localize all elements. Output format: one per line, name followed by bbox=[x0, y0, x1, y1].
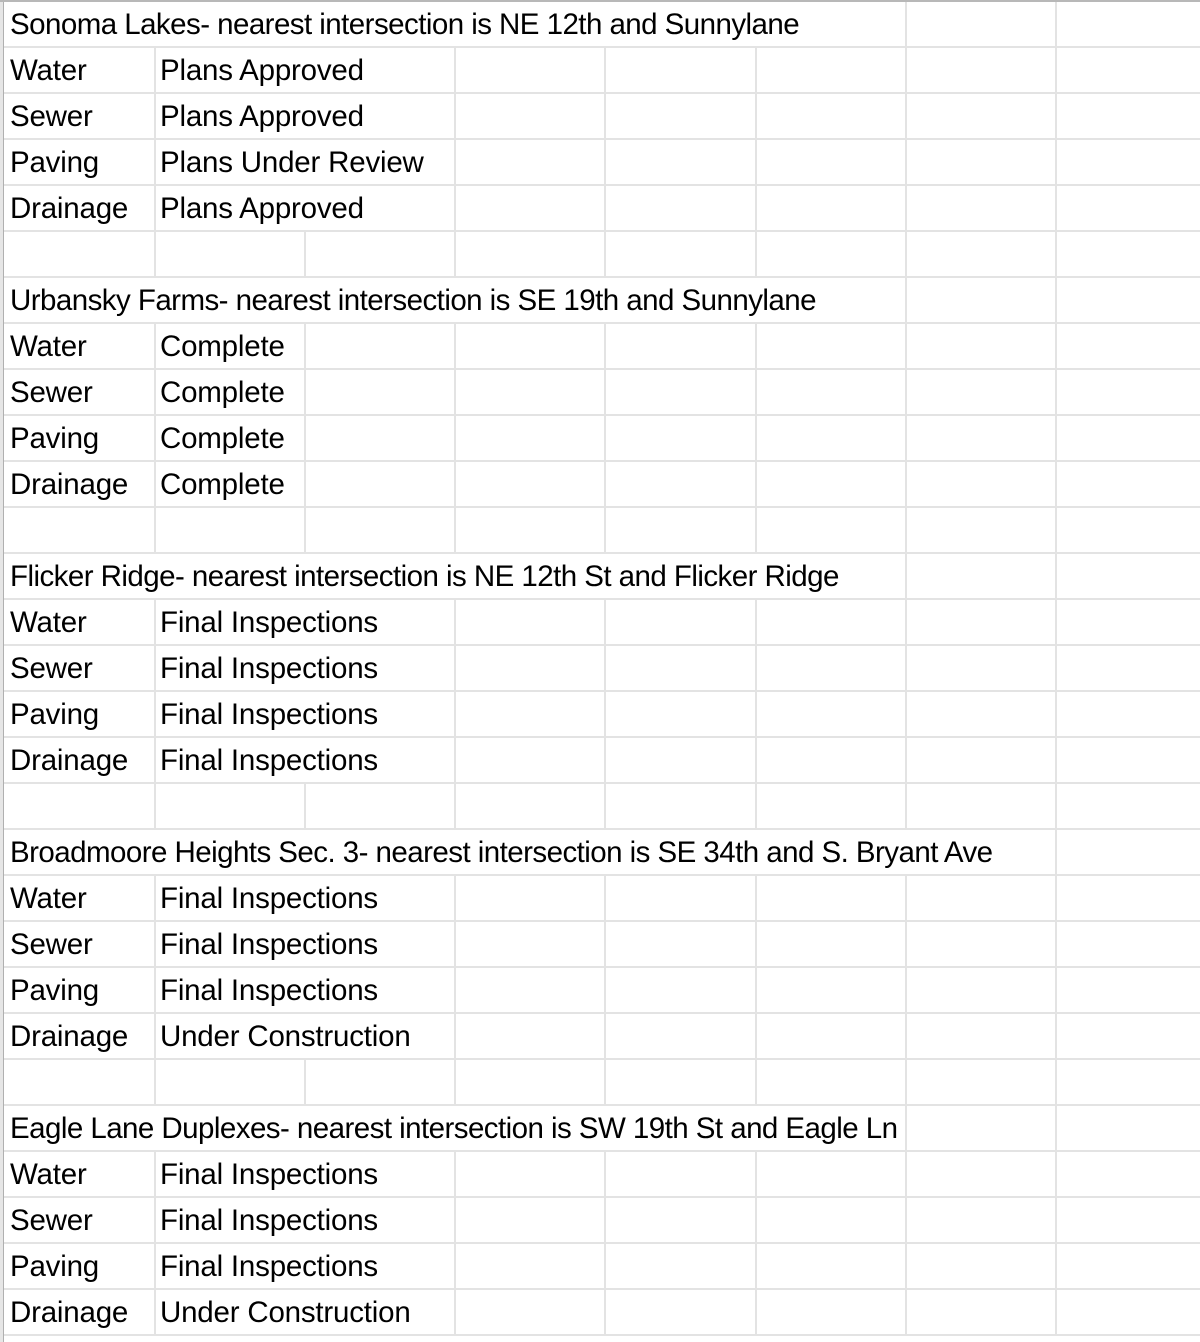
status-cell[interactable]: Final Inspections bbox=[160, 1152, 380, 1196]
column-gridline bbox=[604, 876, 606, 920]
column-gridline bbox=[454, 922, 456, 966]
utility-label-cell[interactable]: Water bbox=[10, 600, 89, 644]
utility-row bbox=[4, 416, 1200, 462]
column-gridline bbox=[1055, 738, 1057, 782]
column-gridline bbox=[1055, 600, 1057, 644]
column-gridline bbox=[1055, 1290, 1057, 1334]
column-gridline bbox=[454, 738, 456, 782]
column-gridline bbox=[1055, 784, 1057, 828]
column-gridline bbox=[604, 508, 606, 552]
status-cell[interactable]: Under Construction bbox=[160, 1014, 413, 1058]
status-cell[interactable]: Final Inspections bbox=[160, 922, 380, 966]
column-gridline bbox=[1055, 1244, 1057, 1288]
column-gridline bbox=[604, 968, 606, 1012]
utility-label-cell[interactable]: Drainage bbox=[10, 1014, 130, 1058]
column-gridline bbox=[905, 186, 907, 230]
column-gridline bbox=[454, 968, 456, 1012]
utility-row bbox=[4, 968, 1200, 1014]
empty-row bbox=[4, 784, 1200, 830]
column-gridline bbox=[755, 1014, 757, 1058]
column-gridline bbox=[905, 508, 907, 552]
column-gridline bbox=[454, 1244, 456, 1288]
column-gridline bbox=[905, 48, 907, 92]
status-cell[interactable]: Final Inspections bbox=[160, 692, 380, 736]
project-header-row bbox=[4, 2, 1200, 48]
column-gridline bbox=[755, 508, 757, 552]
column-gridline bbox=[154, 324, 156, 368]
column-gridline bbox=[154, 600, 156, 644]
column-gridline bbox=[454, 508, 456, 552]
status-cell[interactable]: Complete bbox=[160, 416, 287, 460]
column-gridline bbox=[755, 646, 757, 690]
utility-row bbox=[4, 186, 1200, 232]
column-gridline bbox=[154, 140, 156, 184]
column-gridline bbox=[755, 876, 757, 920]
column-gridline bbox=[755, 1290, 757, 1334]
utility-label-cell[interactable]: Sewer bbox=[10, 370, 95, 414]
column-gridline bbox=[905, 94, 907, 138]
column-gridline bbox=[755, 1244, 757, 1288]
column-gridline bbox=[604, 1152, 606, 1196]
empty-row bbox=[4, 1060, 1200, 1106]
column-gridline bbox=[604, 94, 606, 138]
column-gridline bbox=[454, 48, 456, 92]
column-gridline bbox=[1055, 48, 1057, 92]
utility-label-cell[interactable]: Paving bbox=[10, 968, 101, 1012]
utility-row bbox=[4, 324, 1200, 370]
status-cell[interactable]: Plans Approved bbox=[160, 94, 366, 138]
status-cell[interactable]: Plans Under Review bbox=[160, 140, 426, 184]
utility-label-cell[interactable]: Sewer bbox=[10, 646, 95, 690]
column-gridline bbox=[604, 48, 606, 92]
column-gridline bbox=[304, 1060, 306, 1104]
column-gridline bbox=[454, 784, 456, 828]
column-gridline bbox=[604, 370, 606, 414]
status-cell[interactable]: Final Inspections bbox=[160, 968, 380, 1012]
column-gridline bbox=[755, 48, 757, 92]
status-cell[interactable]: Final Inspections bbox=[160, 1198, 380, 1242]
column-gridline bbox=[454, 416, 456, 460]
column-gridline bbox=[604, 1290, 606, 1334]
utility-row bbox=[4, 462, 1200, 508]
column-gridline bbox=[154, 1152, 156, 1196]
column-gridline bbox=[1055, 140, 1057, 184]
column-gridline bbox=[905, 876, 907, 920]
column-gridline bbox=[304, 508, 306, 552]
column-gridline bbox=[1055, 416, 1057, 460]
column-gridline bbox=[154, 1198, 156, 1242]
column-gridline bbox=[755, 94, 757, 138]
column-gridline bbox=[755, 462, 757, 506]
column-gridline bbox=[454, 232, 456, 276]
column-gridline bbox=[1055, 278, 1057, 322]
column-gridline bbox=[304, 784, 306, 828]
column-gridline bbox=[1055, 830, 1057, 874]
column-gridline bbox=[905, 1244, 907, 1288]
status-cell[interactable]: Complete bbox=[160, 462, 287, 506]
utility-label-cell[interactable]: Drainage bbox=[10, 738, 130, 782]
utility-label-cell[interactable]: Paving bbox=[10, 140, 101, 184]
column-gridline bbox=[905, 646, 907, 690]
utility-label-cell[interactable]: Paving bbox=[10, 1244, 101, 1288]
status-cell[interactable]: Final Inspections bbox=[160, 1244, 380, 1288]
empty-row bbox=[4, 508, 1200, 554]
utility-row bbox=[4, 876, 1200, 922]
column-gridline bbox=[755, 784, 757, 828]
column-gridline bbox=[604, 1244, 606, 1288]
status-cell[interactable]: Final Inspections bbox=[160, 738, 380, 782]
column-gridline bbox=[154, 508, 156, 552]
status-cell[interactable]: Under Construction bbox=[160, 1290, 413, 1334]
column-gridline bbox=[154, 232, 156, 276]
column-gridline bbox=[454, 324, 456, 368]
column-gridline bbox=[454, 1014, 456, 1058]
utility-label-cell[interactable]: Water bbox=[10, 1152, 89, 1196]
column-gridline bbox=[1055, 370, 1057, 414]
column-gridline bbox=[604, 922, 606, 966]
column-gridline bbox=[755, 232, 757, 276]
column-gridline bbox=[1055, 646, 1057, 690]
column-gridline bbox=[154, 48, 156, 92]
column-gridline bbox=[154, 738, 156, 782]
column-gridline bbox=[304, 232, 306, 276]
column-gridline bbox=[905, 1198, 907, 1242]
column-gridline bbox=[755, 324, 757, 368]
project-header-row bbox=[4, 278, 1200, 324]
project-title-cell[interactable]: Eagle Lane Duplexes- nearest intersection is SW 19th St and Eagle Ln bbox=[10, 1106, 900, 1150]
column-gridline bbox=[454, 186, 456, 230]
column-gridline bbox=[154, 1244, 156, 1288]
column-gridline bbox=[454, 462, 456, 506]
column-gridline bbox=[905, 278, 907, 322]
column-gridline bbox=[454, 1060, 456, 1104]
utility-label-cell[interactable]: Water bbox=[10, 48, 89, 92]
column-gridline bbox=[604, 784, 606, 828]
column-gridline bbox=[1055, 462, 1057, 506]
column-gridline bbox=[905, 1152, 907, 1196]
utility-row bbox=[4, 922, 1200, 968]
column-gridline bbox=[905, 324, 907, 368]
column-gridline bbox=[454, 876, 456, 920]
column-gridline bbox=[154, 1290, 156, 1334]
column-gridline bbox=[604, 186, 606, 230]
column-gridline bbox=[604, 1198, 606, 1242]
column-gridline bbox=[905, 968, 907, 1012]
column-gridline bbox=[604, 324, 606, 368]
column-gridline bbox=[154, 416, 156, 460]
column-gridline bbox=[905, 1290, 907, 1334]
column-gridline bbox=[905, 692, 907, 736]
column-gridline bbox=[604, 462, 606, 506]
status-cell[interactable]: Plans Approved bbox=[160, 186, 366, 230]
column-gridline bbox=[604, 416, 606, 460]
column-gridline bbox=[304, 324, 306, 368]
column-gridline bbox=[1055, 922, 1057, 966]
column-gridline bbox=[905, 140, 907, 184]
project-header-row bbox=[4, 1106, 1200, 1152]
utility-label-cell[interactable]: Water bbox=[10, 324, 89, 368]
utility-row bbox=[4, 1152, 1200, 1198]
column-gridline bbox=[755, 692, 757, 736]
column-gridline bbox=[604, 140, 606, 184]
utility-label-cell[interactable]: Sewer bbox=[10, 922, 95, 966]
column-gridline bbox=[905, 600, 907, 644]
column-gridline bbox=[755, 1198, 757, 1242]
column-gridline bbox=[905, 462, 907, 506]
status-cell[interactable]: Final Inspections bbox=[160, 646, 380, 690]
column-gridline bbox=[154, 462, 156, 506]
column-gridline bbox=[154, 784, 156, 828]
utility-row bbox=[4, 370, 1200, 416]
project-title-cell[interactable]: Broadmoore Heights Sec. 3- nearest intersection is SE 34th and S. Bryant Ave bbox=[10, 830, 995, 874]
column-gridline bbox=[604, 692, 606, 736]
utility-label-cell[interactable]: Water bbox=[10, 876, 89, 920]
column-gridline bbox=[304, 462, 306, 506]
column-gridline bbox=[755, 416, 757, 460]
column-gridline bbox=[604, 646, 606, 690]
column-gridline bbox=[154, 370, 156, 414]
column-gridline bbox=[905, 784, 907, 828]
column-gridline bbox=[1055, 1060, 1057, 1104]
column-gridline bbox=[604, 1014, 606, 1058]
utility-row bbox=[4, 94, 1200, 140]
utility-label-cell[interactable]: Drainage bbox=[10, 462, 130, 506]
column-gridline bbox=[755, 738, 757, 782]
project-title-cell[interactable]: Flicker Ridge- nearest intersection is NE 12th St and Flicker Ridge bbox=[10, 554, 841, 598]
column-gridline bbox=[755, 186, 757, 230]
project-header-row bbox=[4, 830, 1200, 876]
column-gridline bbox=[905, 370, 907, 414]
column-gridline bbox=[905, 738, 907, 782]
utility-row bbox=[4, 692, 1200, 738]
column-gridline bbox=[755, 600, 757, 644]
column-gridline bbox=[755, 370, 757, 414]
utility-row bbox=[4, 738, 1200, 784]
utility-row bbox=[4, 600, 1200, 646]
column-gridline bbox=[1055, 554, 1057, 598]
utility-label-cell[interactable]: Sewer bbox=[10, 1198, 95, 1242]
column-gridline bbox=[1055, 324, 1057, 368]
column-gridline bbox=[1055, 1014, 1057, 1058]
utility-label-cell[interactable]: Sewer bbox=[10, 94, 95, 138]
column-gridline bbox=[755, 1152, 757, 1196]
column-gridline bbox=[454, 140, 456, 184]
column-gridline bbox=[905, 2, 907, 46]
status-cell[interactable]: Final Inspections bbox=[160, 600, 380, 644]
column-gridline bbox=[454, 1290, 456, 1334]
column-gridline bbox=[1055, 968, 1057, 1012]
status-cell[interactable]: Final Inspections bbox=[160, 876, 380, 920]
column-gridline bbox=[755, 140, 757, 184]
utility-row bbox=[4, 646, 1200, 692]
column-gridline bbox=[905, 416, 907, 460]
utility-row bbox=[4, 1198, 1200, 1244]
column-gridline bbox=[154, 94, 156, 138]
column-gridline bbox=[604, 1060, 606, 1104]
column-gridline bbox=[454, 600, 456, 644]
column-gridline bbox=[1055, 508, 1057, 552]
column-gridline bbox=[304, 370, 306, 414]
column-gridline bbox=[454, 1198, 456, 1242]
utility-label-cell[interactable]: Drainage bbox=[10, 1290, 130, 1334]
column-gridline bbox=[154, 1014, 156, 1058]
column-gridline bbox=[154, 646, 156, 690]
status-cell[interactable]: Complete bbox=[160, 324, 287, 368]
column-gridline bbox=[454, 94, 456, 138]
column-gridline bbox=[755, 922, 757, 966]
column-gridline bbox=[905, 1014, 907, 1058]
utility-row bbox=[4, 1014, 1200, 1060]
column-gridline bbox=[604, 738, 606, 782]
utility-label-cell[interactable]: Paving bbox=[10, 692, 101, 736]
column-gridline bbox=[905, 232, 907, 276]
column-gridline bbox=[604, 232, 606, 276]
column-gridline bbox=[154, 692, 156, 736]
column-gridline bbox=[1055, 692, 1057, 736]
project-title-cell[interactable]: Urbansky Farms- nearest intersection is SE 19th and Sunnylane bbox=[10, 278, 818, 322]
column-gridline bbox=[1055, 232, 1057, 276]
column-gridline bbox=[1055, 1198, 1057, 1242]
column-gridline bbox=[905, 1106, 907, 1150]
column-gridline bbox=[454, 1152, 456, 1196]
column-gridline bbox=[154, 922, 156, 966]
column-gridline bbox=[154, 968, 156, 1012]
project-header-row bbox=[4, 554, 1200, 600]
utility-row bbox=[4, 1290, 1200, 1336]
utility-row bbox=[4, 1244, 1200, 1290]
column-gridline bbox=[905, 554, 907, 598]
column-gridline bbox=[905, 922, 907, 966]
column-gridline bbox=[154, 1060, 156, 1104]
column-gridline bbox=[1055, 1152, 1057, 1196]
empty-row bbox=[4, 232, 1200, 278]
column-gridline bbox=[1055, 186, 1057, 230]
column-gridline bbox=[755, 1060, 757, 1104]
column-gridline bbox=[1055, 94, 1057, 138]
project-title-cell[interactable]: Sonoma Lakes- nearest intersection is NE 12th and Sunnylane bbox=[10, 2, 801, 46]
column-gridline bbox=[454, 646, 456, 690]
column-gridline bbox=[1055, 876, 1057, 920]
status-cell[interactable]: Complete bbox=[160, 370, 287, 414]
column-gridline bbox=[304, 416, 306, 460]
cell-grid bbox=[4, 2, 1200, 1336]
column-gridline bbox=[1055, 1106, 1057, 1150]
status-cell[interactable]: Plans Approved bbox=[160, 48, 366, 92]
column-gridline bbox=[755, 968, 757, 1012]
column-gridline bbox=[454, 692, 456, 736]
column-gridline bbox=[905, 1060, 907, 1104]
column-gridline bbox=[1055, 2, 1057, 46]
column-gridline bbox=[454, 370, 456, 414]
utility-row bbox=[4, 48, 1200, 94]
column-gridline bbox=[604, 600, 606, 644]
utility-row bbox=[4, 140, 1200, 186]
column-gridline bbox=[154, 186, 156, 230]
utility-label-cell[interactable]: Paving bbox=[10, 416, 101, 460]
column-gridline bbox=[154, 876, 156, 920]
utility-label-cell[interactable]: Drainage bbox=[10, 186, 130, 230]
